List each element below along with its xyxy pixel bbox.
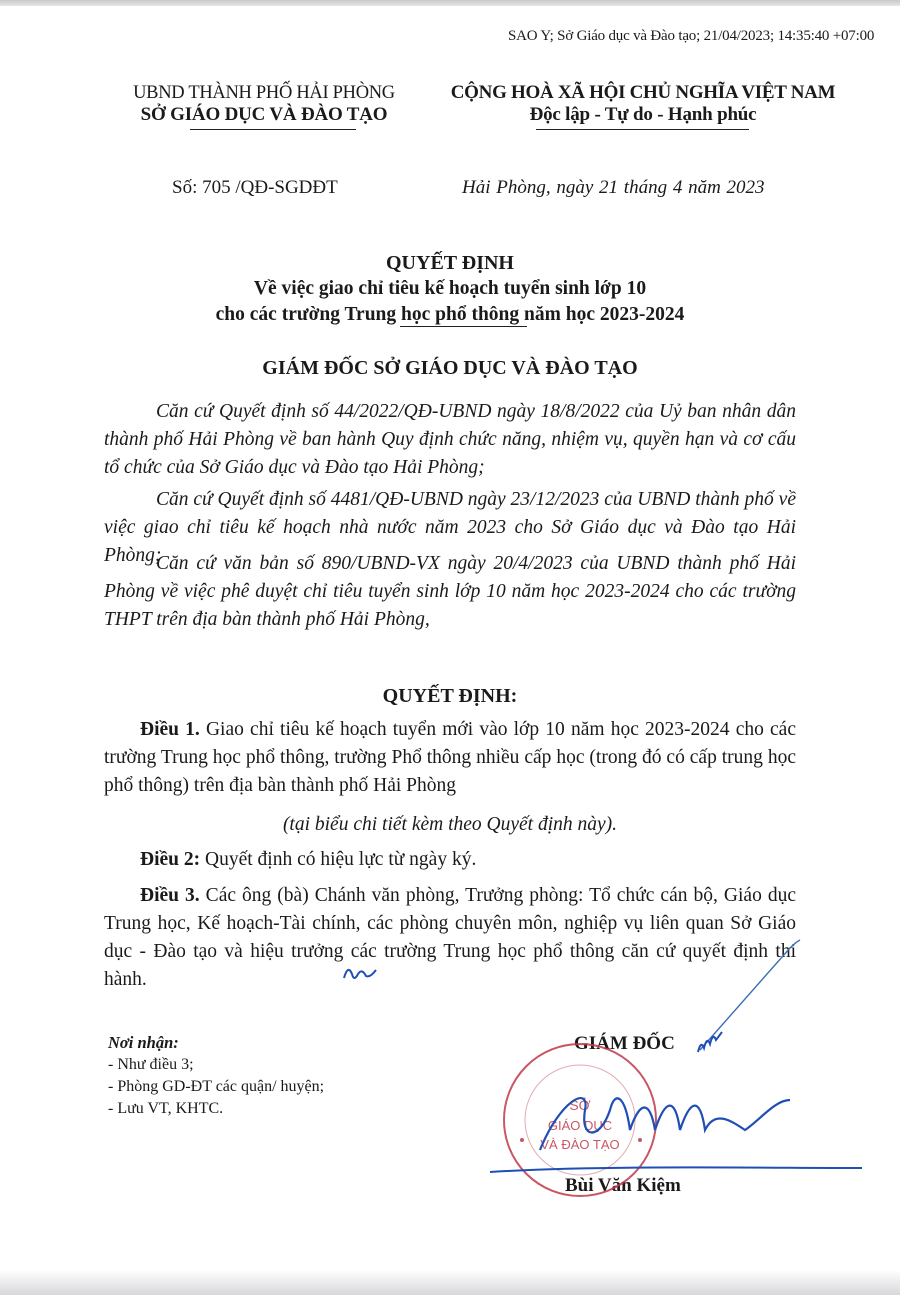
legal-basis-3-text: Căn cứ văn bản số 890/UBND-VX ngày 20/4/2023 của UBND thành phố Hải Phòng về việc phê duyệt chỉ tiêu tuyển sinh lớp 10 năm học 2023-2024 cho các trường THPT trên địa bàn thành phố Hải Phòng, (104, 553, 796, 630)
subject-line-2 (150, 302, 750, 328)
national-header (428, 82, 858, 126)
signature-icon (540, 1098, 790, 1150)
recipient-item: - Như điều 3; (108, 1056, 194, 1073)
signer-name: Bùi Văn Kiệm (565, 1175, 681, 1196)
signer-title: GIÁM ĐỐC (574, 1033, 675, 1054)
legal-basis-3 (104, 550, 796, 634)
article-2-text: Quyết định có hiệu lực từ ngày ký. (200, 849, 477, 870)
recipients-heading: Nơi nhận: (108, 1033, 179, 1052)
document-type: QUYẾT ĐỊNH (386, 252, 514, 274)
article-1 (104, 716, 796, 800)
recipients-block (108, 1032, 324, 1120)
motto-underline (536, 129, 749, 130)
document-number: Số: 705 /QĐ-SGDĐT (172, 177, 338, 198)
issuer-block (104, 82, 424, 126)
scan-bottom-edge (0, 1270, 900, 1295)
legal-basis-2-text: Căn cứ Quyết định số 4481/QĐ-UBND ngày 23/12/2023 của UBND thành phố về việc giao chỉ tiêu kế hoạch nhà nước năm 2023 cho Sở Giáo dục và Đào tạo Hải Phòng; (104, 489, 796, 566)
document-title (150, 250, 750, 328)
legal-basis-1 (104, 398, 796, 482)
issuing-authority: GIÁM ĐỐC SỞ GIÁO DỤC VÀ ĐÀO TẠO (262, 357, 638, 379)
article-3 (104, 882, 796, 994)
seal-line-3: VÀ ĐÀO TẠO (540, 1137, 620, 1152)
article-2-label: Điều 2: (140, 849, 201, 870)
decision-heading: QUYẾT ĐỊNH: (382, 685, 518, 707)
copy-stamp: SAO Y; Sở Giáo dục và Đào tạo; 21/04/2023; 14:35:40 +07:00 (508, 28, 875, 44)
place-date: Hải Phòng, ngày 21 tháng 4 năm 2023 (462, 177, 765, 198)
article-2 (104, 846, 796, 874)
title-underline (400, 326, 527, 327)
article-1-note: (tại biểu chi tiết kèm theo Quyết định này). (282, 814, 618, 835)
official-seal-icon (504, 1044, 656, 1196)
nation-name: CỘNG HOÀ XÃ HỘI CHỦ NGHĨA VIỆT NAM (450, 82, 836, 103)
seal-line-1: SỞ (569, 1097, 591, 1113)
legal-basis-1-text: Căn cứ Quyết định số 44/2022/QĐ-UBND ngày 18/8/2022 của Uỷ ban nhân dân thành phố Hải Phòng về ban hành Quy định chức năng, nhiệm vụ, quyền hạn và cơ cấu tổ chức của Sở Giáo dục và Đào tạo Hải Phòng; (104, 401, 796, 478)
issuer-parent: UBND THÀNH PHỐ HẢI PHÒNG (133, 83, 395, 103)
article-1-label: Điều 1. (140, 719, 200, 740)
recipient-item: - Lưu VT, KHTC. (108, 1100, 224, 1117)
signature-underline-icon (490, 1167, 862, 1172)
subject-line-1: Về việc giao chỉ tiêu kế hoạch tuyển sinh lớp 10 (253, 278, 647, 299)
article-1-text: Giao chỉ tiêu kế hoạch tuyển mới vào lớp 10 năm học 2023-2024 cho các trường Trung học phổ thông, trường Phổ thông nhiều cấp học (trong đó có cấp trung học phổ thông) trên địa bàn thành phố Hải Phòng (104, 719, 796, 796)
issuer-underline (190, 129, 356, 130)
issuer-name: SỞ GIÁO DỤC VÀ ĐÀO TẠO (140, 104, 388, 125)
article-3-label: Điều 3. (140, 885, 200, 906)
subject-line-2-text: cho các trường Trung học phổ thông năm học 2023-2024 (215, 304, 685, 325)
article-3-text: Các ông (bà) Chánh văn phòng, Trưởng phòng: Tổ chức cán bộ, Giáo dục Trung học, Kế hoạch-Tài chính, các phòng chuyên môn, nghiệp vụ liên quan Sở Giáo dục - Đào tạo và hiệu trưởng các trường Trung học phổ thông căn cứ quyết định thi hành. (104, 885, 797, 990)
initials-near-title-icon (698, 1032, 722, 1052)
seal-line-2: GIÁO DỤC (547, 1118, 613, 1133)
recipient-item: - Phòng GD-ĐT các quận/ huyện; (108, 1078, 325, 1095)
scan-top-edge (0, 0, 900, 6)
nation-motto: Độc lập - Tự do - Hạnh phúc (529, 104, 757, 125)
